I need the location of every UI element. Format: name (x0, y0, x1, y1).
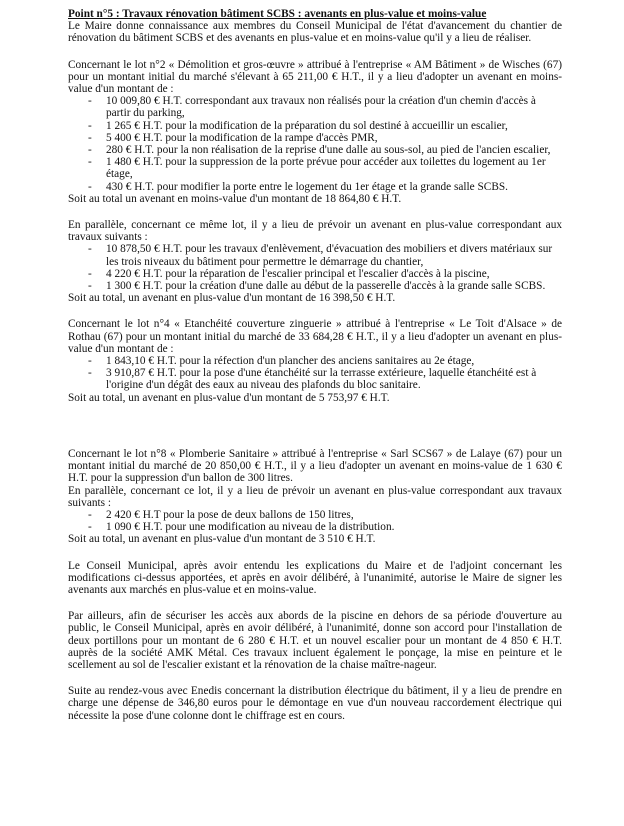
document-page (68, 0, 562, 722)
lot2-paragraph: Concernant le lot n°2 « Démolition et gros-œuvre » attribué à l'entreprise « AM Bâtiment » de Wisches (67) pour un montant initial du marché s'élevant à 65 211,00 € H.T., il y a lieu d'adopter un avenant en moins-value d'un montant de : (68, 58, 562, 96)
intro-paragraph: Le Maire donne connaissance aux membres du Conseil Municipal de l'état d'avancement du chantier de rénovation du bâtiment SCBS et des avenants en plus-value et en moins-value qu'il y a lieu de réaliser. (68, 20, 562, 45)
lot4-total: Soit au total, un avenant en plus-value d'un montant de 5 753,97 € H.T. (68, 391, 390, 404)
lot2-minus-total: Soit au total un avenant en moins-value d'un montant de 18 864,80 € H.T. (68, 192, 402, 205)
list-item: - 1 843,10 € H.T. pour la réfection d'un plancher des anciens sanitaires au 2e étage, (68, 355, 562, 367)
piscine-paragraph: Par ailleurs, afin de sécuriser les accès aux abords de la piscine en dehors de sa période d'ouverture au public, le Conseil Municipal, après en avoir délibéré, à l'unanimité, donne son accord pour l'installation de deux portillons pour un montant de 6 280 € H.T. et un nouvel escalier pour un montant de 4 850 € H.T. auprès de la société AMK Métal. Ces travaux incluent également le ponçage, la mise en peinture et le scellement au sol de l'escalier existant et la rénovation de la chaise maître-nageur. (68, 610, 562, 671)
list-item: - 280 € H.T. pour la non réalisation de la reprise d'une dalle au sous-sol, au pied de l'ancien escalier, (68, 144, 562, 156)
list-item: - 1 265 € H.T. pour la modification de la préparation du sol destiné à accueillir un escalier, (68, 120, 562, 132)
list-item: - 1 090 € H.T. pour une modification au niveau de la distribution. (68, 521, 562, 533)
list-item: - 4 220 € H.T. pour la réparation de l'escalier principal et l'escalier d'accès à la piscine, (68, 268, 562, 280)
list-item: - 10 878,50 € H.T. pour les travaux d'enlèvement, d'évacuation des mobiliers et divers matériaux sur les trois niveaux du bâtiment pour permettre le démarrage du chantier, (68, 243, 562, 267)
lot8-plus-paragraph: En parallèle, concernant ce lot, il y a lieu de prévoir un avenant en plus-value correspondant aux travaux suivants : (68, 484, 562, 509)
point-title: Point n°5 : Travaux rénovation bâtiment SCBS : avenants en plus-value et moins-value (68, 8, 487, 20)
lot8-total: Soit au total, un avenant en plus-value d'un montant de 3 510 € H.T. (68, 533, 376, 546)
lot8-paragraph: Concernant le lot n°8 « Plomberie Sanitaire » attribué à l'entreprise « Sarl SCS67 » de Lalaye (67) pour un montant initial du marché de 20 850,00 € H.T., il y a lieu d'adopter un avenant en moins-value de 1 630 € H.T. pour la suppression d'un ballon de 300 litres. (68, 447, 562, 485)
lot2-plus-paragraph: En parallèle, concernant ce même lot, il y a lieu de prévoir un avenant en plus-value correspondant aux travaux suivants : (68, 219, 562, 244)
list-item: - 1 300 € H.T. pour la création d'une dalle au début de la passerelle d'accès à la grande salle SCBS. (68, 280, 562, 292)
list-item: - 2 420 € H.T pour la pose de deux ballons de 150 litres, (68, 509, 562, 521)
lot2-plus-list (68, 243, 562, 292)
enedis-paragraph: Suite au rendez-vous avec Enedis concernant la distribution électrique du bâtiment, il y a lieu de prendre en charge une dépense de 346,80 euros pour le démontage en vue d'un nouveau raccordement électrique qui nécessite la pose d'une colonne dont le chiffrage est en cours. (68, 685, 562, 722)
list-item: - 10 009,80 € H.T. correspondant aux travaux non réalisés pour la création d'un chemin d'accès à partir du parking, (68, 95, 562, 119)
lot4-paragraph: Concernant le lot n°4 « Etanchéité couverture zinguerie » attribué à l'entreprise « Le Toit d'Alsace » de Rothau (67) pour un montant initial du marché de 33 684,28 € H.T., il y a lieu d'adopter un avenant en plus-value d'un montant de : (68, 318, 562, 355)
decision-paragraph: Le Conseil Municipal, après avoir entendu les explications du Maire et de l'adjoint concernant les modifications ci-dessus apportées, et après en avoir délibéré, à l'unanimité, autorise le Maire de signer les avenants aux marchés en plus-value et en moins-value. (68, 559, 562, 596)
list-item: - 5 400 € H.T. pour la modification de la rampe d'accès PMR, (68, 132, 562, 144)
list-item: - 3 910,87 € H.T. pour la pose d'une étanchéité sur la terrasse extérieure, laquelle étanchéité est à l'origine d'un dégât des eaux au niveau des plafonds du bloc sanitaire. (68, 367, 562, 391)
list-item: - 430 € H.T. pour modifier la porte entre le logement du 1er étage et la grande salle SCBS. (68, 181, 562, 193)
lot2-minus-list (68, 95, 562, 193)
list-item: - 1 480 € H.T. pour la suppression de la porte prévue pour accéder aux toilettes du logement au 1er étage, (68, 156, 562, 180)
lot8-list (68, 509, 562, 533)
lot4-list (68, 355, 562, 392)
lot2-plus-total: Soit au total, un avenant en plus-value d'un montant de 16 398,50 € H.T. (68, 292, 396, 305)
